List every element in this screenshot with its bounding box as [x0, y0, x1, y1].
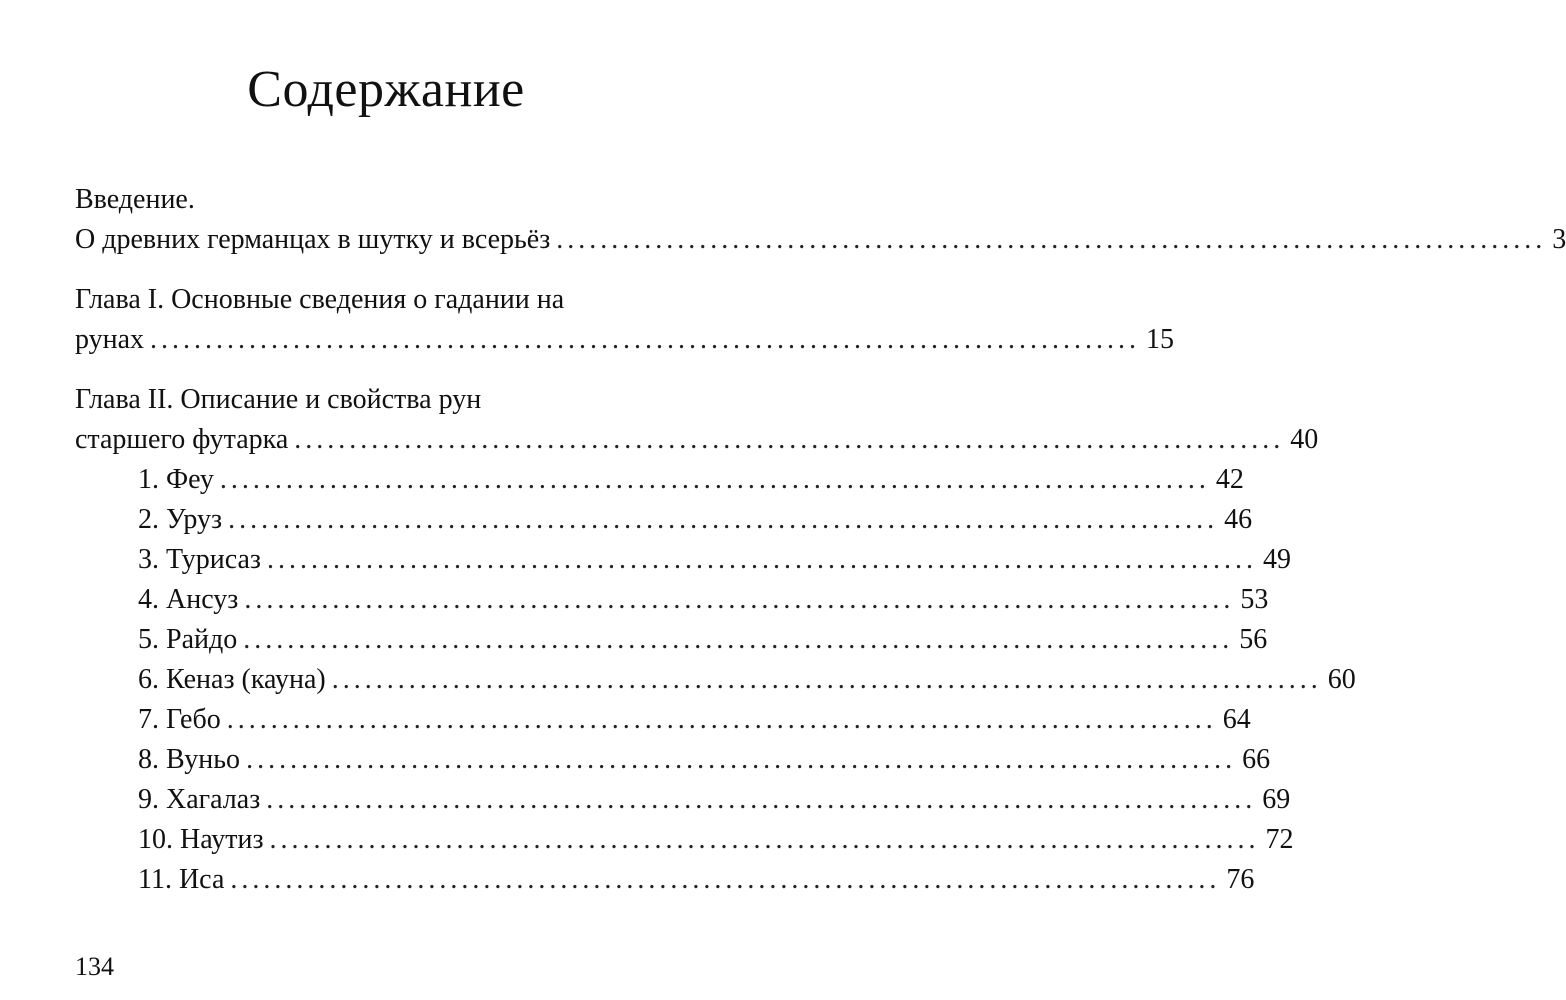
toc-subentry: [75, 860, 1255, 900]
toc-subentry: [75, 660, 1356, 700]
toc-section-chapter-1: [75, 280, 1175, 360]
toc-entry-label: 10. Наутиз: [138, 824, 264, 855]
toc-entry: [75, 320, 1175, 360]
leader-dots: ..........................................................................................: [266, 784, 1257, 815]
page-title: Содержание: [247, 61, 525, 118]
leader-dots: ..........................................................................................: [150, 324, 1141, 355]
leader-dots: ..........................................................................................: [230, 864, 1221, 895]
toc-entry-label: 6. Кеназ (кауна): [138, 664, 326, 695]
leader-dots: ..........................................................................................: [246, 744, 1237, 775]
toc-subentry: [75, 500, 1253, 540]
toc-entry-page: 56: [1239, 624, 1268, 655]
toc-subentry: [75, 740, 1271, 780]
toc-entry-page: 42: [1215, 464, 1244, 495]
leader-dots: ..........................................................................................: [226, 704, 1217, 735]
toc-entry-label: 7. Гебо: [138, 704, 221, 735]
toc-entry-page: 66: [1242, 744, 1271, 775]
toc-entry: [75, 420, 1319, 460]
leader-dots: ..........................................................................................: [294, 424, 1285, 455]
toc-entry-label: 4. Ансуз: [138, 584, 239, 615]
leader-dots: ..........................................................................................: [266, 544, 1257, 575]
leader-dots: ..........................................................................................: [331, 664, 1322, 695]
toc-entry-label: 5. Райдо: [138, 624, 238, 655]
toc-subentry: [75, 700, 1251, 740]
toc-heading: Глава I. Основные сведения о гадании на: [75, 284, 565, 315]
toc-entry-page: 60: [1327, 664, 1356, 695]
leader-dots: ..........................................................................................: [556, 224, 1547, 255]
toc-entry-label: 11. Иса: [138, 864, 225, 895]
toc-subentry: [75, 820, 1294, 860]
toc-subentry: [75, 540, 1291, 580]
leader-dots: ..........................................................................................: [219, 464, 1210, 495]
toc-entry-page: 3: [1552, 224, 1566, 255]
toc-entry-label: 2. Уруз: [138, 504, 223, 535]
leader-dots: ..........................................................................................: [269, 824, 1260, 855]
toc-entry-label: 1. Феу: [138, 464, 214, 495]
toc-entry-page: 64: [1222, 704, 1251, 735]
toc-entry-page: 40: [1290, 424, 1319, 455]
toc-subentry: [75, 580, 1269, 620]
toc-entry-page: 15: [1146, 324, 1175, 355]
toc-entry-label: 3. Турисаз: [138, 544, 261, 575]
leader-dots: ..........................................................................................: [243, 624, 1234, 655]
toc-subentry: [75, 780, 1291, 820]
toc-entry-label: старшего футарка: [75, 424, 289, 455]
toc-subentry: [75, 460, 1244, 500]
toc-section-chapter-2: [75, 380, 1356, 900]
toc-subentry: [75, 620, 1268, 660]
toc-entry-label: 8. Вуньо: [138, 744, 241, 775]
toc-heading: Введение.: [75, 184, 195, 215]
table-of-contents: [75, 180, 1566, 920]
toc-entry-label: 9. Хагалаз: [138, 784, 261, 815]
toc-entry-page: 69: [1262, 784, 1291, 815]
toc-entry-label: рунах: [75, 324, 145, 355]
page-number: 134: [75, 952, 114, 981]
toc-entry-page: 76: [1226, 864, 1255, 895]
toc-entry-label: О древних германцах в шутку и всерьёз: [75, 224, 551, 255]
toc-entry-page: 46: [1224, 504, 1253, 535]
toc-entry-page: 53: [1240, 584, 1269, 615]
toc-entry-page: 72: [1265, 824, 1294, 855]
leader-dots: ..........................................................................................: [228, 504, 1219, 535]
toc-entry: [75, 220, 1566, 260]
toc-heading: Глава II. Описание и свойства рун: [75, 384, 482, 415]
toc-section-intro: [75, 180, 1566, 260]
leader-dots: ..........................................................................................: [244, 584, 1235, 615]
toc-entry-page: 49: [1262, 544, 1291, 575]
